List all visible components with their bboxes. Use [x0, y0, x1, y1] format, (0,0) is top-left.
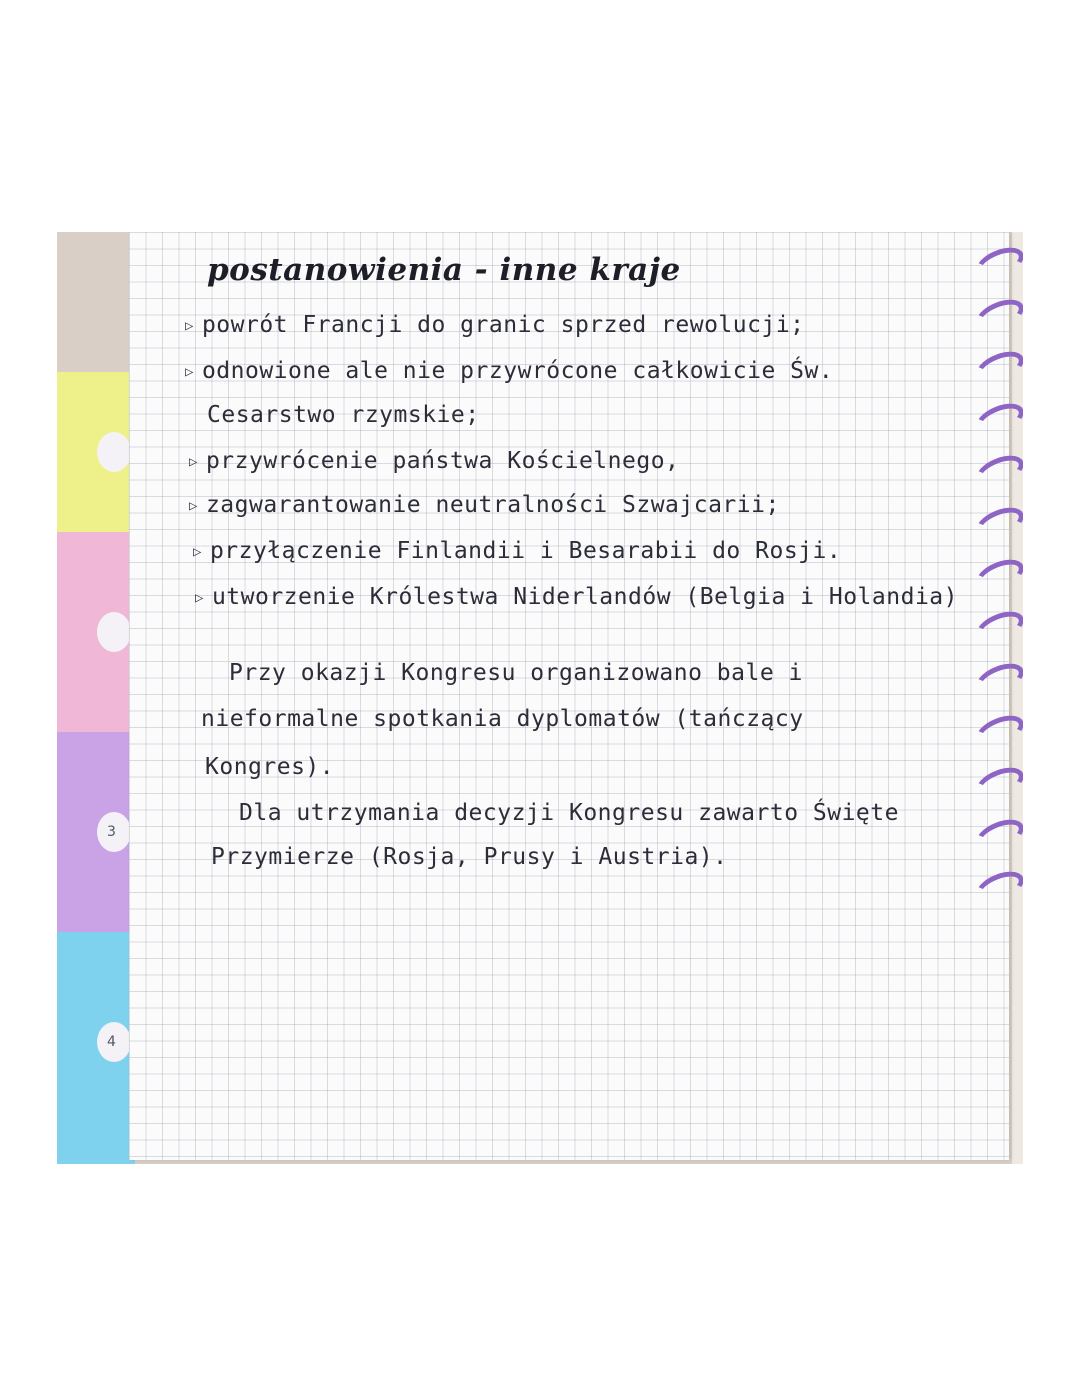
bullet-text: odnowione ale nie przywrócone całkowicie Św.: [201, 358, 834, 384]
index-tab-blue: [57, 932, 135, 1164]
bullet-item: [185, 358, 833, 384]
index-tab-violet: [57, 732, 135, 932]
bullet-text: przyłączenie Finlandii i Besarabii do Rosji.: [209, 538, 842, 564]
triangle-bullet-icon: ▷: [195, 590, 204, 606]
index-tab-pink: [57, 532, 135, 732]
bullet-text: zagwarantowanie neutralności Szwajcarii;: [205, 492, 780, 518]
triangle-bullet-icon: ▷: [189, 498, 198, 514]
paragraph2-line: Przymierze (Rosja, Prusy i Austria).: [211, 844, 728, 870]
tab-number-3: 3: [107, 824, 116, 840]
bullet-text: przywrócenie państwa Kościelnego,: [205, 448, 680, 474]
bullet-continuation: Cesarstwo rzymskie;: [207, 402, 480, 428]
triangle-bullet-icon: ▷: [193, 544, 202, 560]
bullet-item: [185, 312, 805, 338]
bullet-text: utworzenie Królestwa Niderlandów (Belgia i Holandia): [211, 584, 958, 610]
bullet-item: [195, 584, 958, 610]
tab-number-4: 4: [107, 1034, 116, 1050]
bullet-item: [193, 538, 841, 564]
paragraph2-line: Dla utrzymania decyzji Kongresu zawarto Święte: [239, 800, 899, 826]
paragraph1-line: Przy okazji Kongresu organizowano bale i: [229, 660, 803, 686]
bullet-item: [189, 448, 679, 474]
tab-hole: [97, 432, 131, 472]
triangle-bullet-icon: ▷: [189, 454, 198, 470]
notebook-photo: [57, 232, 1023, 1164]
bullet-text: powrót Francji do granic sprzed rewolucji;: [201, 312, 805, 338]
tab-hole: [97, 612, 131, 652]
paragraph1-line: nieformalne spotkania dyplomatów (tańczący: [201, 706, 804, 732]
bullet-item: [189, 492, 780, 518]
triangle-bullet-icon: ▷: [185, 318, 194, 334]
paragraph1-line: Kongres).: [205, 754, 335, 780]
index-tab-yellow: [57, 372, 135, 532]
grid-page: [129, 232, 1009, 1160]
triangle-bullet-icon: ▷: [185, 364, 194, 380]
heading: postanowienia - inne kraje: [207, 252, 681, 288]
